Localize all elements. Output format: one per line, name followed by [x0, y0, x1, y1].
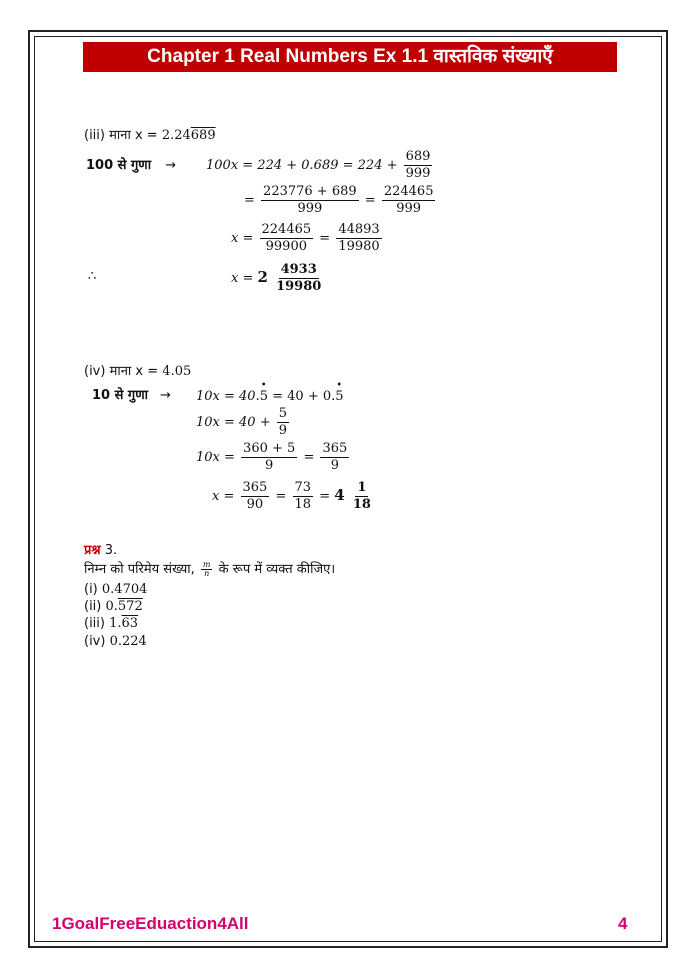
part-iii-multiply-label: 100 से गुणा →	[86, 158, 176, 173]
part-iii-eq3: x = $\frac{224465}{99900}$ = $\frac{44893}{19980}$	[231, 222, 380, 254]
part-iii-let	[84, 128, 216, 144]
therefore-symbol: ∴	[88, 269, 97, 284]
question-3-item-i: (i) 0.4704	[84, 582, 148, 597]
question-3-item-ii: (ii) 0.572	[84, 599, 143, 614]
part-iii-eq1: 100x = 224 + 0.689 = 224 + $\frac{689}{999}$	[206, 149, 431, 181]
question-3-statement: निम्न को परिमेय संख्या, $\frac{m}{n}$ के रूप में व्यक्त कीजिए।	[84, 560, 336, 578]
part-iv-eq3: 10x = $\frac{360 + 5}{9}$ = $\frac{365}{9}$	[196, 441, 348, 473]
footer-brand: 1GoalFreeEduaction4All	[52, 914, 249, 933]
part-iv-let	[84, 364, 191, 380]
part-iii-let-value: 2.24689	[161, 128, 216, 143]
part-iv-eq4: x = $\frac{365}{90}$ = $\frac{73}{18}$ = 4 $\frac{1}{18}$	[212, 480, 371, 512]
part-iii-eq2: = $\frac{223776 + 689}{999}$ = $\frac{224465}{999}$	[244, 184, 434, 216]
part-iv-multiply-label: 10 से गुणा →	[92, 388, 171, 403]
part-iv-let-prefix: (iv) माना x =	[84, 364, 163, 379]
part-iii-eq4: x = 2 $\frac{4933}{19980}$	[231, 262, 322, 294]
page-number: 4	[618, 914, 628, 933]
question-3-item-iv: (iv) 0.224	[84, 634, 147, 649]
question-3-item-iii: (iii) 1.63	[84, 616, 139, 631]
part-iv-eq1: 10x = 40.• 5 = 40 + 0.• 5	[196, 389, 344, 405]
question-3-heading: प्रश्न 3.	[84, 543, 118, 558]
chapter-title-banner: Chapter 1 Real Numbers Ex 1.1 वास्तविक संख्याएँ	[83, 42, 617, 72]
part-iv-eq2: 10x = 40 + $\frac{5}{9}$	[196, 406, 288, 438]
part-iii-let-prefix: (iii) माना x =	[84, 128, 162, 143]
part-iv-let-value: 4.05	[162, 364, 192, 379]
